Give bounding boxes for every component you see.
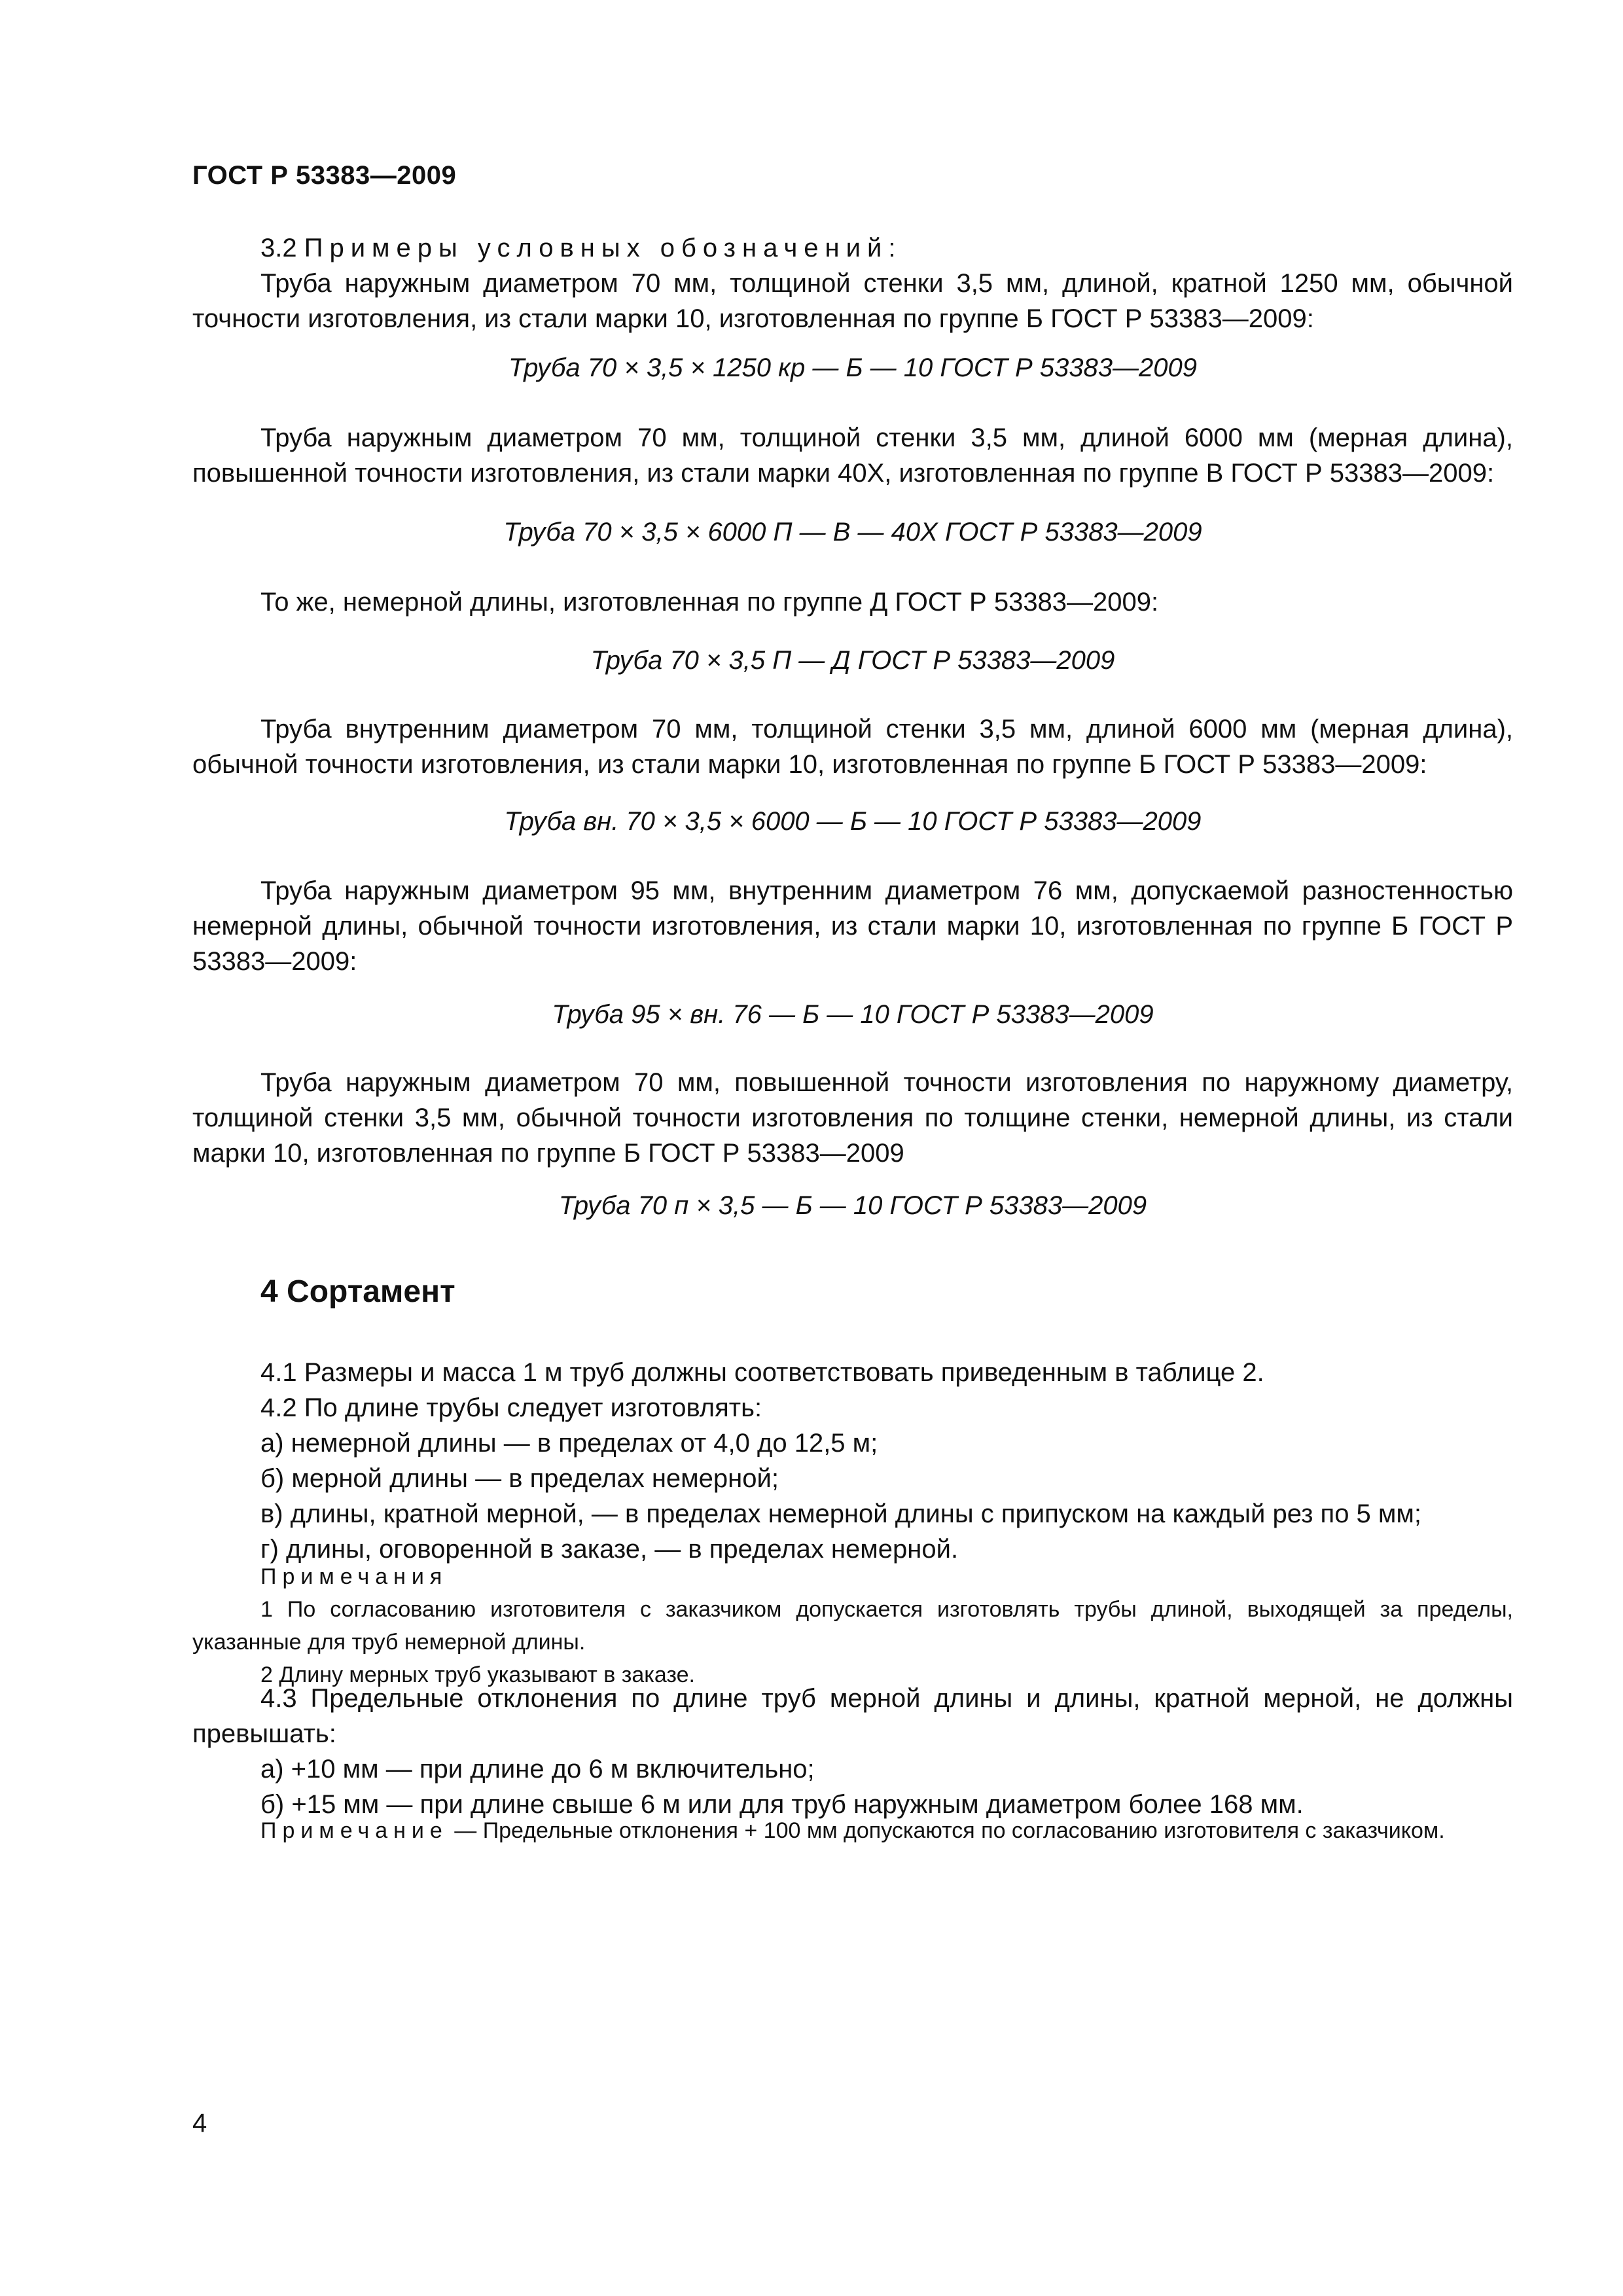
page-number: 4 xyxy=(192,2109,207,2138)
document-header: ГОСТ Р 53383—2009 xyxy=(192,161,457,190)
designation-formula-6: Труба 70 п × 3,5 — Б — 10 ГОСТ Р 53383—2009 xyxy=(558,1191,1147,1220)
example-block-2 xyxy=(192,420,1513,491)
list-item: г) длины, оговоренной в заказе, — в пределах немерной. xyxy=(260,1535,959,1564)
list-item: б) +15 мм — при длине свыше 6 м или для труб наружным диаметром более 168 мм. xyxy=(260,1790,1304,1819)
notes-label: Примечания xyxy=(260,1564,448,1589)
section-number: 3.2 xyxy=(260,234,304,262)
list-item: а) немерной длины — в пределах от 4,0 до 12,5 м; xyxy=(260,1429,878,1458)
example-paragraph-6: Труба наружным диаметром 70 мм, повышенной точности изготовления по наружному диаметру, толщиной стенки 3,5 мм, обычной точности изготовления по толщине стенки, немерной длины, из стали марки 10, изготовленная по группе Б ГОСТ Р 53383—2009 xyxy=(192,1068,1513,1168)
clause-4-1: 4.1 Размеры и масса 1 м труб должны соответствовать приведенным в таблице 2. xyxy=(260,1358,1264,1387)
list-item: в) длины, кратной мерной, — в пределах немерной длины с припуском на каждый рез по 5 мм; xyxy=(260,1499,1422,1528)
note-2: 2 Длину мерных труб указывают в заказе. xyxy=(260,1662,695,1687)
section-4-body xyxy=(192,1355,1513,1567)
example-block-6 xyxy=(192,1065,1513,1171)
note-3: Примечание — Предельные отклонения + 100 мм допускаются по согласованию изготовителя с заказчиком. xyxy=(260,1818,1445,1843)
clause-4-2: 4.2 По длине трубы следует изготовлять: xyxy=(260,1393,762,1422)
note-1: 1 По согласованию изготовителя с заказчиком допускается изготовлять трубы длиной, выходящей за пределы, указанные для труб немерной длины. xyxy=(192,1597,1513,1655)
example-block-4 xyxy=(192,711,1513,782)
list-item: б) мерной длины — в пределах немерной; xyxy=(260,1464,779,1493)
section-4-heading: 4 Сортамент xyxy=(260,1274,455,1309)
example-paragraph-5: Труба наружным диаметром 95 мм, внутренним диаметром 76 мм, допускаемой разностенностью немерной длины, обычной точности изготовления, из стали марки 10, изготовленная по группе Б ГОСТ Р 53383—2009: xyxy=(192,876,1513,976)
designation-formula-1: Труба 70 × 3,5 × 1250 кр — Б — 10 ГОСТ Р 53383—2009 xyxy=(508,353,1197,382)
example-block-3 xyxy=(192,584,1513,620)
designation-formula-5: Труба 95 × вн. 76 — Б — 10 ГОСТ Р 53383—2009 xyxy=(552,1000,1154,1029)
clause-4-3-block xyxy=(192,1681,1513,1822)
section-3-2-title xyxy=(192,230,1513,266)
example-block-5 xyxy=(192,873,1513,979)
list-item: а) +10 мм — при длине до 6 м включительно; xyxy=(260,1755,815,1784)
clause-4-3: 4.3 Предельные отклонения по длине труб мерной длины и длины, кратной мерной, не должны превышать: xyxy=(192,1684,1513,1748)
note-3-block xyxy=(192,1814,1513,1847)
example-paragraph-2: Труба наружным диаметром 70 мм, толщиной стенки 3,5 мм, длиной 6000 мм (мерная длина), повышенной точности изготовления, из стали марки 40Х, изготовленная по группе В ГОСТ Р 53383—2009: xyxy=(192,423,1513,488)
notes-block xyxy=(192,1560,1513,1691)
designation-formula-2: Труба 70 × 3,5 × 6000 П — В — 40Х ГОСТ Р 53383—2009 xyxy=(503,518,1202,547)
example-paragraph-3: То же, немерной длины, изготовленная по группе Д ГОСТ Р 53383—2009: xyxy=(260,588,1159,617)
designation-formula-4: Труба вн. 70 × 3,5 × 6000 — Б — 10 ГОСТ Р 53383—2009 xyxy=(504,807,1202,836)
example-paragraph-1: Труба наружным диаметром 70 мм, толщиной стенки 3,5 мм, длиной, кратной 1250 мм, обычной точности изготовления, из стали марки 10, изготовленная по группе Б ГОСТ Р 53383—2009: xyxy=(192,269,1513,333)
document-page xyxy=(192,0,1513,2296)
designation-formula-3: Труба 70 × 3,5 П — Д ГОСТ Р 53383—2009 xyxy=(590,646,1115,675)
section-title: Примеры условных обозначений: xyxy=(304,234,902,262)
example-paragraph-4: Труба внутренним диаметром 70 мм, толщиной стенки 3,5 мм, длиной 6000 мм (мерная длина), обычной точности изготовления, из стали марки 10, изготовленная по группе Б ГОСТ Р 53383—2009: xyxy=(192,715,1513,779)
section-3-2 xyxy=(192,230,1513,336)
